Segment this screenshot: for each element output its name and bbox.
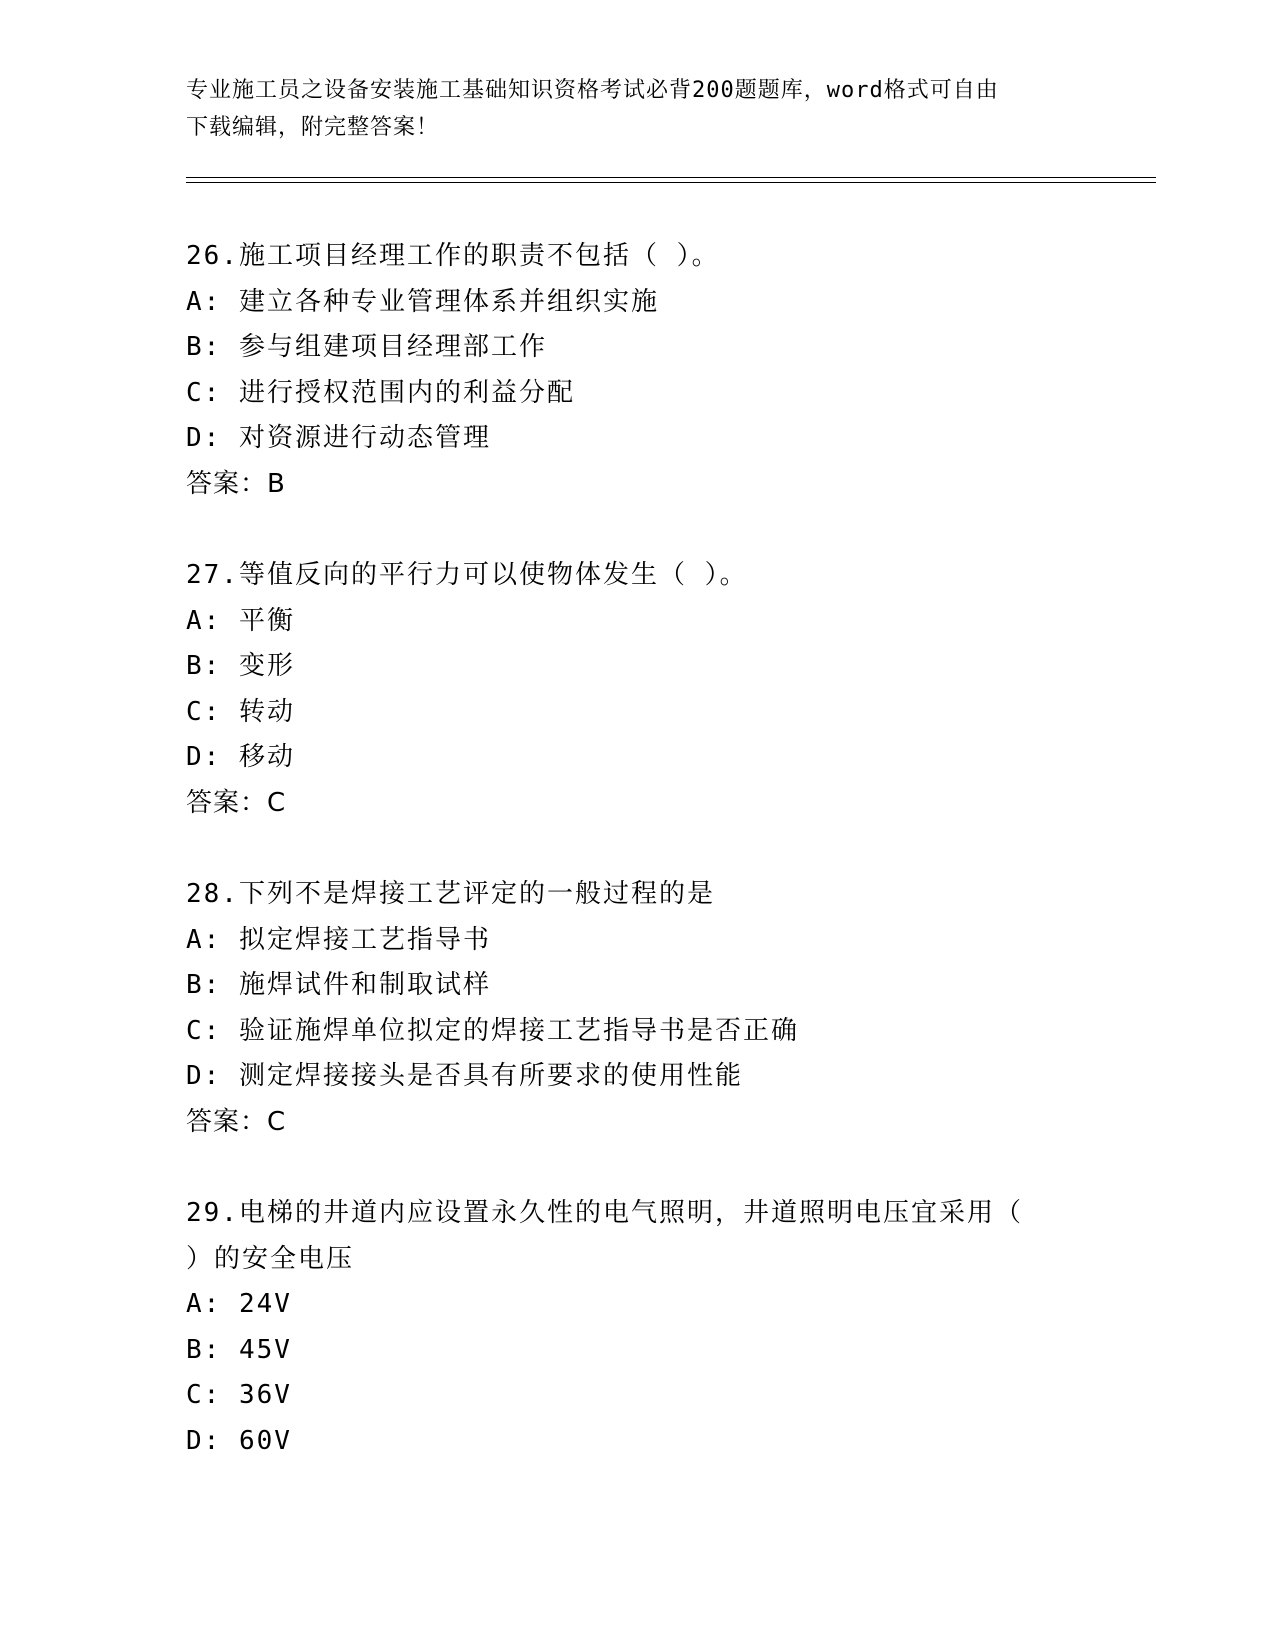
question-stem: 28.下列不是焊接工艺评定的一般过程的是 <box>186 879 715 909</box>
question-stem: 26.施工项目经理工作的职责不包括（ ）。 <box>186 241 720 271</box>
option-d: D: 测定焊接接头是否具有所要求的使用性能 <box>186 1061 743 1091</box>
question-stem-line-1: 29.电梯的井道内应设置永久性的电气照明，井道照明电压宜采用（ <box>186 1198 1023 1228</box>
option-d: D: 对资源进行动态管理 <box>186 423 491 453</box>
option-d: D: 移动 <box>186 742 295 772</box>
option-b: B: 45V <box>186 1334 292 1365</box>
document-header <box>186 72 1086 146</box>
option-a: A: 平衡 <box>186 605 295 636</box>
answer: 答案：C <box>186 1106 287 1137</box>
header-divider-top <box>186 177 1156 178</box>
option-a: A: 拟定焊接工艺指导书 <box>186 924 491 955</box>
answer: 答案：B <box>186 468 286 499</box>
answer: 答案：C <box>186 787 287 818</box>
header-line-1: 专业施工员之设备安装施工基础知识资格考试必背200题题库，word格式可自由 <box>186 78 999 103</box>
option-d: D: 60V <box>186 1425 292 1456</box>
header-line-2: 下载编辑，附完整答案！ <box>186 115 440 140</box>
option-c: C: 验证施焊单位拟定的焊接工艺指导书是否正确 <box>186 1015 799 1046</box>
option-b: B: 参与组建项目经理部工作 <box>186 332 547 362</box>
question-stem: 27.等值反向的平行力可以使物体发生（ ）。 <box>186 560 748 590</box>
option-a: A: 24V <box>186 1289 292 1319</box>
question-26 <box>186 234 1086 507</box>
option-c: C: 转动 <box>186 696 295 727</box>
option-c: C: 进行授权范围内的利益分配 <box>186 377 575 408</box>
header-divider-bottom <box>186 182 1156 183</box>
option-c: C: 36V <box>186 1380 292 1410</box>
option-b: B: 施焊试件和制取试样 <box>186 970 491 1000</box>
option-a: A: 建立各种专业管理体系并组织实施 <box>186 286 659 317</box>
question-27 <box>186 553 1086 826</box>
option-b: B: 变形 <box>186 651 295 681</box>
question-29 <box>186 1191 1086 1464</box>
question-stem-line-2: ）的安全电压 <box>186 1243 355 1274</box>
question-28 <box>186 872 1086 1145</box>
